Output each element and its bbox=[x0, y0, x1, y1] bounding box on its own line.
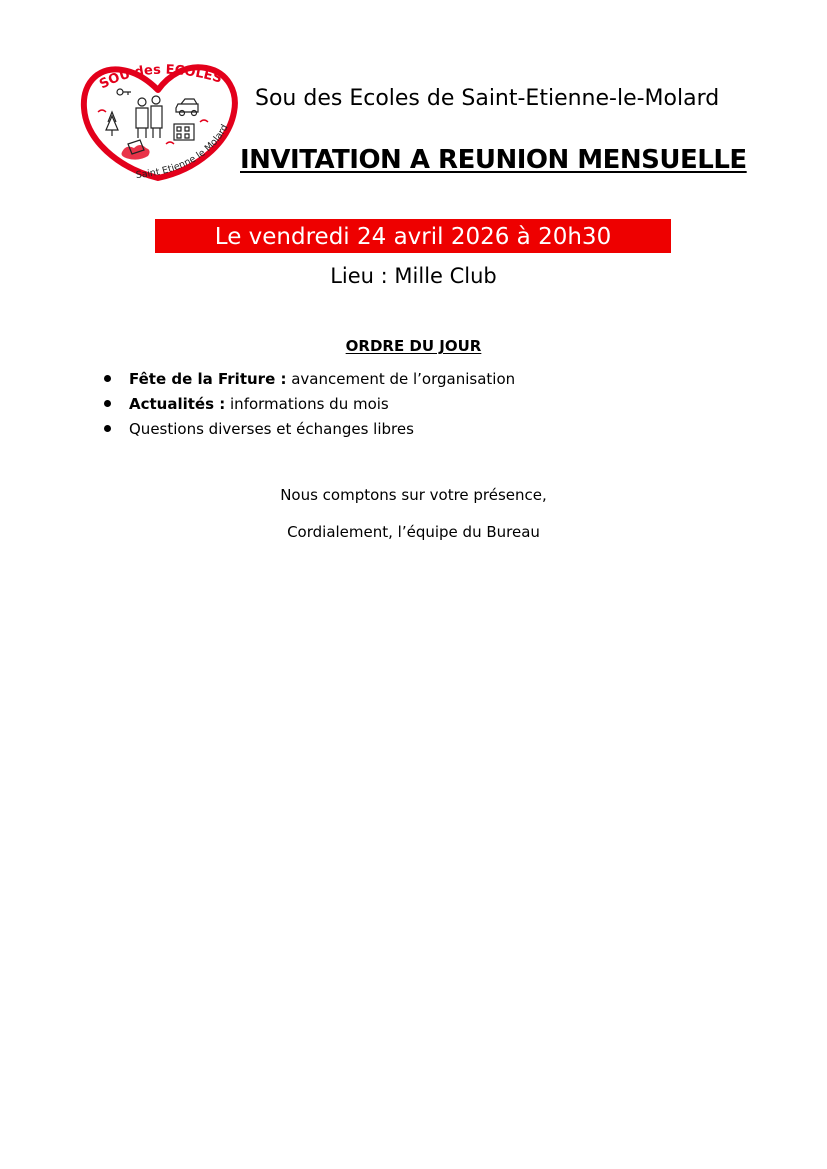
meeting-location-text: Lieu : Mille Club bbox=[330, 264, 497, 288]
agenda-item-text: avancement de l’organisation bbox=[286, 370, 516, 388]
agenda-heading: ORDRE DU JOUR bbox=[345, 337, 482, 355]
agenda-list bbox=[100, 368, 515, 443]
agenda-item-text: informations du mois bbox=[225, 395, 389, 413]
page-title: INVITATION A REUNION MENSUELLE bbox=[240, 145, 747, 175]
bullet-icon bbox=[104, 400, 111, 407]
meeting-location bbox=[0, 264, 827, 288]
agenda-item bbox=[100, 393, 515, 418]
logo-top-text: SOU des ECOLES bbox=[97, 62, 224, 93]
agenda-item-text: Questions diverses et échanges libres bbox=[129, 420, 414, 438]
agenda-item-label: Fête de la Friture : bbox=[129, 370, 287, 388]
agenda-item-label: Actualités : bbox=[129, 395, 226, 413]
meeting-date-banner: Le vendredi 24 avril 2026 à 20h30 bbox=[155, 219, 671, 253]
closing-line-presence: Nous comptons sur votre présence, bbox=[280, 486, 547, 504]
heart-logo-icon bbox=[78, 60, 240, 188]
agenda-item bbox=[100, 418, 515, 443]
agenda-item bbox=[100, 368, 515, 393]
logo-bottom-text: Saint Etienne le Molard bbox=[135, 122, 231, 181]
bullet-icon bbox=[104, 425, 111, 432]
organization-name: Sou des Ecoles de Saint-Etienne-le-Molard bbox=[255, 86, 720, 111]
closing-line-signature: Cordialement, l’équipe du Bureau bbox=[287, 523, 540, 541]
bullet-icon bbox=[104, 375, 111, 382]
